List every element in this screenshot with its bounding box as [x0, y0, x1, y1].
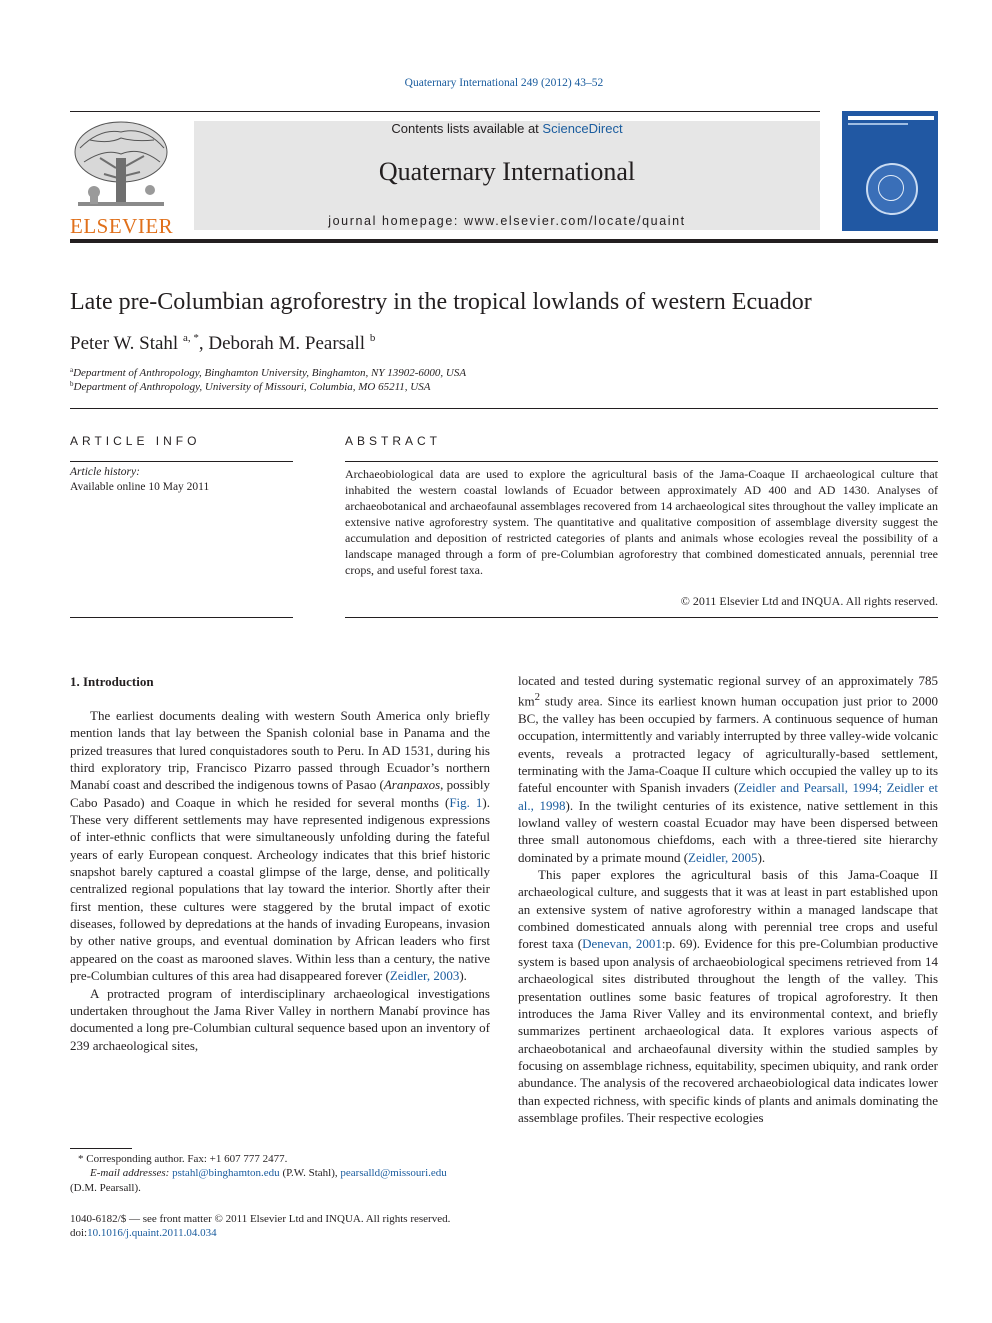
title-divider: [70, 408, 938, 409]
journal-cover-thumbnail[interactable]: [842, 111, 938, 231]
header-thick-rule: [70, 239, 938, 243]
footnote-rule: [70, 1148, 132, 1149]
p3-text-a: This paper explores the agricultural basis of this Jama-Coaque II archaeological culture, and suggests that it was at least in part established upon an extensive system of native agroforestry within a managed landscape that combined domesticated annuals along with perennial tree crops and useful forest taxa (: [518, 867, 938, 952]
p1-italic-term: Aranpaxos: [383, 777, 441, 793]
author-pearsall-marks[interactable]: b: [369, 332, 376, 344]
affiliation-b: [70, 380, 430, 393]
journal-citation[interactable]: Quaternary International 249 (2012) 43–52: [404, 77, 604, 89]
p1-text-a: The earliest documents dealing with western South America only briefly mention lands that lay between the Spanish colonial base in Panama and the prized treasures that lured conquistadores south to Peru. In AD 1531, during his third exploratory trip, Francisco Pizarro passed through Ecuador’s northern Manabí coast and described the indigenous towns of Pasao (: [70, 708, 490, 793]
doi-link[interactable]: 10.1016/j.quaint.2011.04.034: [87, 1227, 217, 1239]
journal-masthead: [194, 121, 820, 230]
abstract-rule: [345, 461, 938, 462]
affiliation-b-text: Department of Anthropology, University of Missouri, Columbia, MO 65211, USA: [73, 381, 431, 393]
section-heading-introduction: 1. Introduction: [70, 674, 154, 689]
article-info-rule: [70, 461, 293, 462]
abstract-text: Archaeobiological data are used to explore the agricultural basis of the Jama-Coaque II archaeological culture that inhabited the western coastal lowlands of Ecuador between approximately AD 400 and AD 1430. Analyses of archaeobotanical and archaeofaunal assemblages recovered from 14 archaeological sites throughout the valley implicate an extensive native agroforestry system. The quantitative and qualitative composition of assemblage diversity suggest the accumulation and deposition of restricted categories of plants and animals whose ecologies reveal the possibility of a landscape managed through a form of pre-Columbian agroforestry that combined domesticated annuals, perennial tree crops, and useful forest taxa.: [345, 467, 938, 577]
affiliation-a-text: Department of Anthropology, Binghamton University, Binghamton, NY 13902-6000, USA: [73, 367, 467, 379]
km2-superscript: 2: [534, 691, 541, 704]
footnote-emails: [70, 1166, 490, 1181]
issn-line: 1040-6182/$ — see front matter © 2011 Elsevier Ltd and INQUA. All rights reserved.: [70, 1213, 451, 1225]
doi-label: doi:: [70, 1227, 88, 1239]
email-stahl-owner: (P.W. Stahl),: [279, 1167, 341, 1179]
contents-line: [194, 121, 820, 136]
journal-homepage[interactable]: journal homepage: www.elsevier.com/locate/quaint: [328, 214, 686, 228]
contents-prefix: Contents lists available at: [391, 121, 543, 136]
zeidler-2003-link[interactable]: Zeidler, 2003: [389, 968, 460, 984]
p1-text-d: ).: [459, 968, 467, 984]
author-stahl-marks[interactable]: a, *: [182, 332, 199, 344]
seal-inner-ring: [878, 175, 904, 201]
abstract-copyright: © 2011 Elsevier Ltd and INQUA. All rights reserved.: [680, 594, 938, 608]
body-paragraph-3: [518, 866, 938, 1126]
body-paragraph-1: [70, 707, 490, 985]
zeidler-2005-link[interactable]: Zeidler, 2005: [688, 849, 758, 865]
journal-name: Quaternary International: [378, 157, 636, 186]
body-paragraph-2: A protracted program of interdisciplinary archaeological investigations undertaken throughout the Jama River Valley in northern Manabí province has documented a long pre-Columbian cultural sequence based upon an inventory of 239 archaeological sites,: [70, 985, 490, 1053]
author-separator: ,: [198, 333, 209, 354]
p2c-text-b: study area. Since its earliest known human occupation just prior to 2000 BC, the valley has been occupied by farmers. A continuous sequence of human occupation, intermittently and variably interrupted by three valley-wide volcanic events, reveals a protracted legacy of agriculturally-based settlement, terminating with the Jama-Coaque II culture which occupied the valley up to its fateful encounter with Spanish invaders (: [518, 693, 938, 796]
article-history-value: Available online 10 May 2011: [70, 481, 210, 493]
header-divider: [70, 111, 820, 112]
cover-subtitle-bar: [848, 123, 908, 125]
zeidler-pearsall-link[interactable]: Zeidler and Pearsall, 1994; Zeidler et al., 1998: [518, 780, 938, 813]
abstract-bottom-rule: [345, 617, 938, 618]
p1-text-b: , possibly Cabo Pasado) and Coaque in which he resided for several months (: [70, 777, 491, 810]
fig1-link[interactable]: Fig. 1: [449, 794, 483, 810]
email-stahl-link[interactable]: pstahl@binghamton.edu: [172, 1167, 280, 1179]
elsevier-wordmark: ELSEVIER: [70, 214, 174, 238]
article-info-bottom-rule: [70, 617, 293, 618]
inqua-seal-icon: [866, 163, 918, 215]
body-left-column: [70, 707, 490, 1054]
article-history-label: Article history:: [70, 466, 140, 478]
author-pearsall[interactable]: Deborah M. Pearsall: [208, 333, 366, 354]
sciencedirect-link[interactable]: ScienceDirect: [542, 121, 623, 136]
article-title: Late pre-Columbian agroforestry in the tropical lowlands of western Ecuador: [70, 289, 812, 315]
body-right-column: [518, 672, 938, 1126]
affiliation-b-mark: b: [70, 380, 74, 388]
author-list: [70, 332, 375, 355]
email-label: E-mail addresses:: [90, 1167, 170, 1179]
abstract-heading: ABSTRACT: [345, 434, 442, 448]
doi-line: [70, 1226, 217, 1241]
body-paragraph-2-cont: [518, 672, 938, 866]
article-info-heading: ARTICLE INFO: [70, 434, 201, 448]
p2c-text-a: located and tested during systematic regional survey of an approximately 785 km: [518, 673, 938, 709]
p1-text-c: ). These very different settlements may have represented indigenous expressions of inter-ethnic conflicts that were simultaneously unfolding during the fateful years of early European conquest. Archeology indicates that this brief historic snapshot barely captured a coastal glimpse of the large, dense, and politically centralized regional populations that lay toward the interior. Shortly after their first mention, these cultures were staggered by the brutal impact of exotic diseases, followed by depredations at the hands of invading Europeans, invasion by other native groups, and eventual domination by African leaders who first appeared on the coast as marooned slaves. Within less than a century, the native pre-Columbian cultures of this area had disappeared forever (: [70, 794, 490, 984]
denevan-2001-link[interactable]: Denevan, 2001: [582, 936, 662, 952]
p2c-text-d: ).: [757, 849, 766, 865]
elsevier-tree-icon: [70, 118, 172, 214]
footnote-corresponding: * Corresponding author. Fax: +1 607 777 2477.: [78, 1153, 288, 1165]
cover-title-bar: [848, 116, 934, 120]
email-pearsall-link[interactable]: pearsalld@missouri.edu: [340, 1167, 447, 1179]
affiliation-a: [70, 366, 466, 379]
author-stahl[interactable]: Peter W. Stahl: [70, 333, 179, 354]
elsevier-logo[interactable]: [70, 118, 172, 236]
affiliation-a-mark: a: [70, 366, 74, 374]
p2c-text-c: ). In the twilight centuries of its existence, native settlement in this lowland valley of western coastal Ecuador may have been dispersed between three small autonomous chiefdoms, each with a three-tiered site hierarchy dominated by a primate mound (: [518, 797, 938, 865]
p3-text-b: :p. 69). Evidence for this pre-Columbian productive system is based upon analysis of archaeobiological specimens retrieved from 14 archaeological sites distributed throughout the length of the valley. This presentation outlines some basic features of tropical agroforestry. It then introduces the Jama River Valley and its environmental context, and briefly summarizes pertinent archaeological data. It explores various aspects of archaeobotanical and archaeofaunal diversity within the studied samples by focusing on assemblage richness, equitability, specimen ubiquity, and rank order abundance. The analysis of the recovered archaeobiological data indicates lower than expected richness, with specific kinds of plants and animals dominating the assemblage profiles. Their respective ecologies: [518, 936, 938, 1125]
footnote-email-owner: (D.M. Pearsall).: [70, 1182, 141, 1194]
